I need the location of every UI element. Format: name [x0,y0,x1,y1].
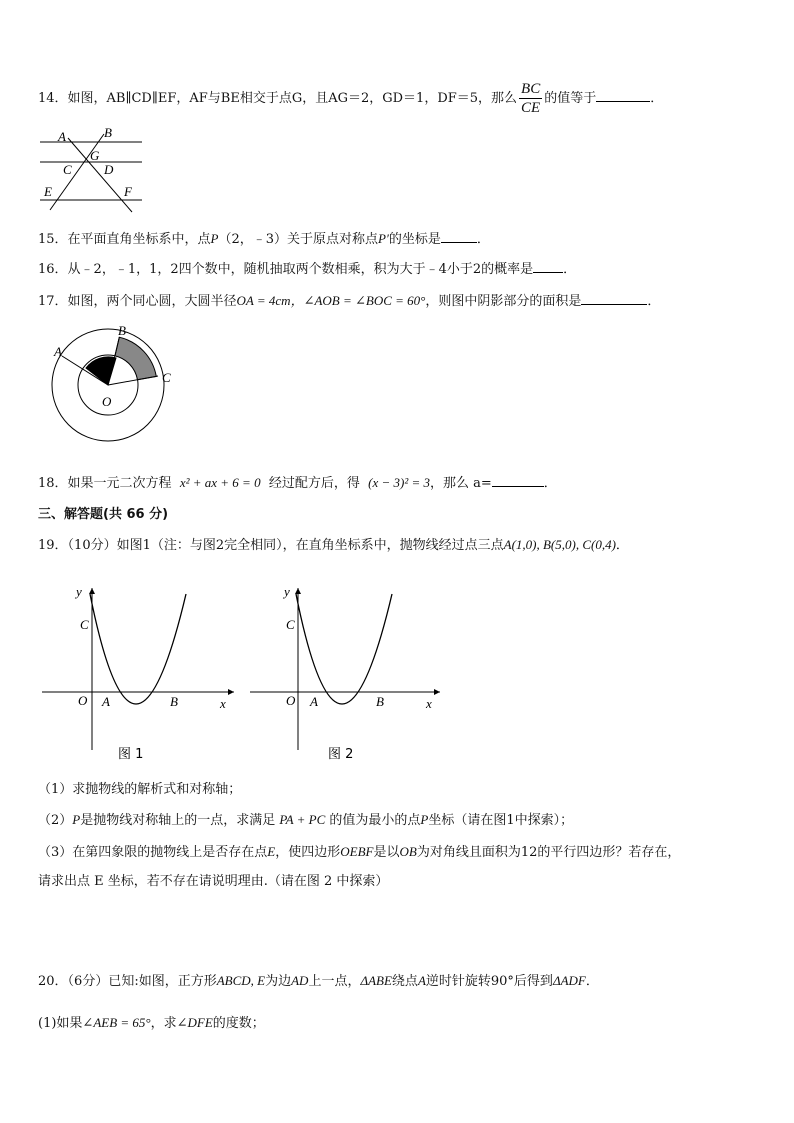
g2-label-o: O [286,693,296,708]
q19-part3: （3）在第四象限的抛物线上是否存在点E，使四边形OEBF是以OB为对角线且面积为12的平行四边形？若存在， [38,844,681,860]
q17-text: 17．如图，两个同心圆，大圆半径OA = 4cm，∠AOB = ∠BOC = 60°，则图中阴影部分的面积是 ． [38,290,660,311]
q15-text: 15．在平面直角坐标系中，点P（2，﹣3）关于原点对称点P′的坐标是 ． [38,228,490,249]
q19-graph-2 [246,584,446,764]
q19-graph-1 [38,584,238,764]
g1-label-c: C [80,617,89,632]
g1-label-a: A [102,694,110,709]
q14-text: 14．如图，AB∥CD∥EF，AF与BE相交于点G，且AG＝2，GD＝1，DF＝5，那么 $\frac{BC}{CE}$ 的值等于 ． [38,81,664,116]
q14-label-g: G [90,148,100,163]
g1-label-x: x [220,696,226,711]
q18-answer-blank[interactable] [492,472,544,487]
q17-label-a: A [54,344,62,359]
q14-label-c: C [63,162,72,177]
g1-label-o: O [78,693,88,708]
figure-2-caption: 图 2 [328,747,354,762]
q20-intro: 20．（6分）已知:如图，正方形ABCD, E为边AD上一点，ΔABE绕点A逆时针旋转90°后得到ΔADF． [38,973,599,989]
q17-figure [48,320,188,445]
g1-label-y: y [76,584,82,599]
figure-1-caption: 图 1 [118,747,144,762]
q14-label-f: F [124,184,132,199]
q16-text: 16．从﹣2，﹣1，1，2四个数中，随机抽取两个数相乘，积为大于﹣4小于2的概率是 ． [38,258,576,279]
q15-answer-blank[interactable] [441,228,477,243]
q19-intro: 19．（10分）如图1（注：与图2完全相同），在直角坐标系中，抛物线经过点三点A(1,0), B(5,0), C(0,4)． [38,537,629,553]
q14-label-d: D [104,162,114,177]
q19-part2: （2）P是抛物线对称轴上的一点，求满足 PA + PC 的值为最小的点P坐标（请在图1中探索）； [38,812,574,828]
q14-label-b: B [104,125,112,140]
q17-answer-blank[interactable] [581,290,647,305]
q17-label-c: C [162,370,171,385]
g2-label-a: A [310,694,318,709]
g1-label-b: B [170,694,178,709]
q19-part3-line2: 请求出点 E 坐标，若不存在请说明理由.（请在图 2 中探索） [38,874,389,889]
q17-label-o: O [102,394,112,409]
q19-part1: （1）求抛物线的解析式和对称轴； [38,782,242,797]
q14-answer-blank[interactable] [596,87,650,102]
q17-label-b: B [118,323,126,338]
q14-figure [38,126,148,214]
q18-text: 18．如果一元二次方程 x² + ax + 6 = 0 经过配方后，得 (x − 3)² = 3，那么 a= ． [38,472,557,493]
bc-ce-fraction: $\frac{BC}{CE}$ [521,81,541,116]
q16-answer-blank[interactable] [533,258,563,273]
q14-label-a: A [58,129,66,144]
q20-part1: (1)如果∠AEB = 65°，求∠DFE的度数； [38,1015,265,1031]
g2-label-c: C [286,617,295,632]
q14-label-e: E [44,184,52,199]
g2-label-b: B [376,694,384,709]
section-title: 三、解答题(共 66 分) [38,507,169,522]
g2-label-x: x [426,696,432,711]
g2-label-y: y [284,584,290,599]
